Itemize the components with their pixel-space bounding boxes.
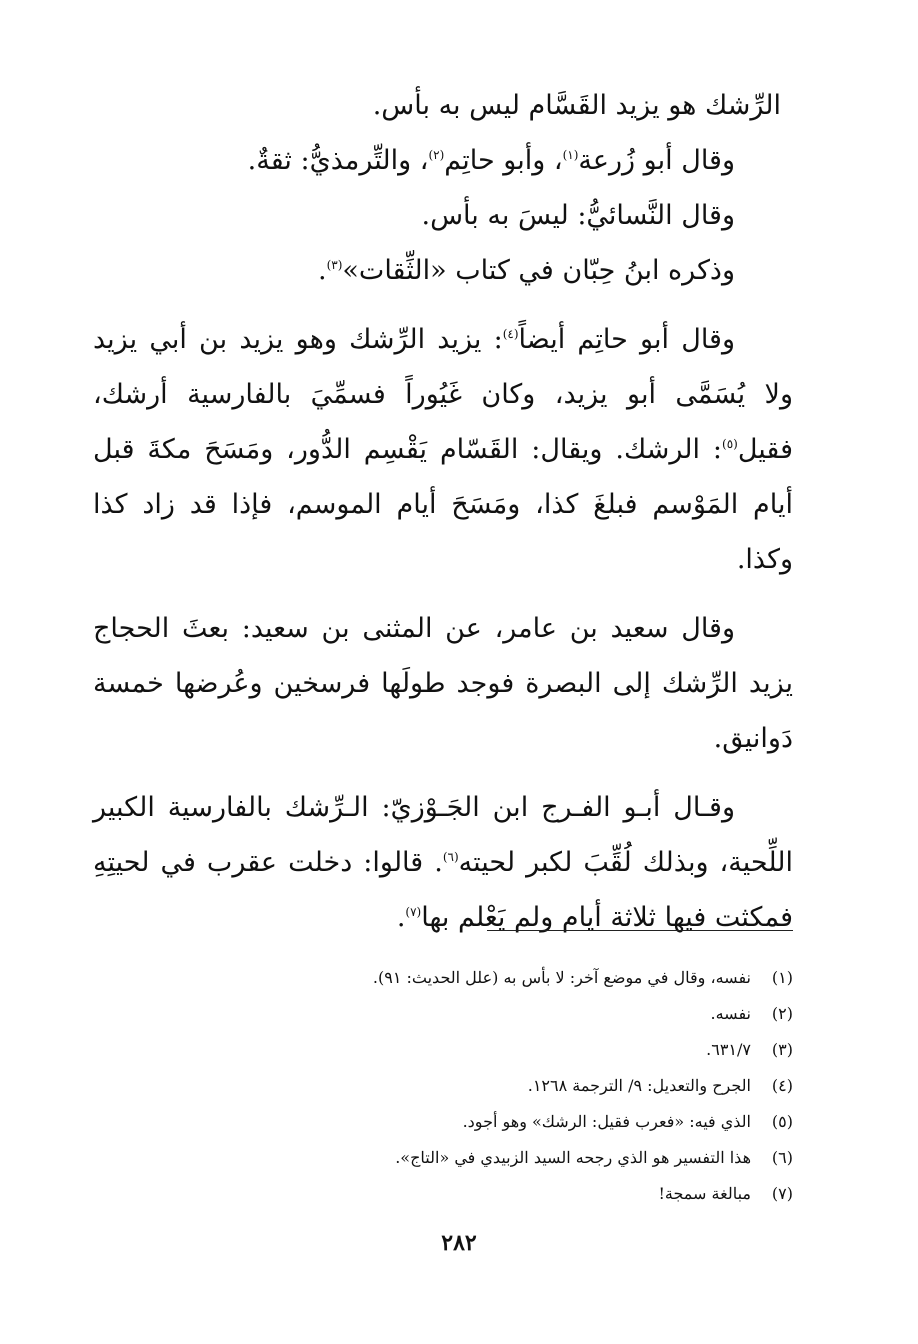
footnote-number: (٢) <box>771 1004 793 1023</box>
paragraph-5-part-b: : يزيد الرِّشك وهو يزيد بن أبي يزيد ولا يُسَمَّى أبو يزيد، وكان غَيُوراً فسمِّيَ بالفارسية أرشك، فقيل <box>93 324 793 465</box>
paragraph-2-part-a: وقال أبو زُرعة <box>578 145 735 176</box>
paragraph-7-part-b: . قالوا: دخلت عقرب في لحيتِهِ فمكثت فيها ثلاثة أيام ولم يَعْلم بها <box>93 847 793 933</box>
footnote-text: نفسه، وقال في موضع آخر: لا بأس به (علل الحديث: ٩١). <box>372 968 751 987</box>
footnote-number: (٥) <box>771 1112 793 1131</box>
footnotes-list <box>93 960 793 1212</box>
footnote-item <box>93 1176 793 1212</box>
footnote-ref-4: (٤) <box>502 327 519 341</box>
footnote-number: (٣) <box>771 1040 793 1059</box>
paragraph-2 <box>93 133 793 188</box>
paragraph-3: وقال النَّسائيُّ: ليسَ به بأس. <box>421 200 735 231</box>
footnote-number: (٦) <box>771 1148 793 1167</box>
footnote-text: الذي فيه: «فعرب فقيل: الرشك» وهو أجود. <box>462 1112 751 1131</box>
paragraph-5-part-c: : الرشك. ويقال: القَسّام يَقْسِم الدُّور، ومَسَحَ مكةَ قبل أيام المَوْسم فبلغَ كذا، ومَسَحَ أيام الموسم، فإذا قد زاد كذا وكذا. <box>93 434 793 575</box>
main-text <box>93 78 793 945</box>
footnote-text: ٦٣١/٧. <box>706 1040 751 1059</box>
paragraph-6: وقال سعيد بن عامر، عن المثنى بن سعيد: بعثَ الحجاج يزيد الرِّشك إلى البصرة فوجد طولَها فرسخين وعُرضها خمسة دَوانيق. <box>93 613 793 754</box>
paragraph-5-part-a: وقال أبو حاتِم أيضاً <box>518 324 735 355</box>
footnote-item <box>93 1140 793 1176</box>
footnote-text: هذا التفسير هو الذي رجحه السيد الزبيدي في «التاج». <box>395 1148 751 1167</box>
paragraph-2-part-c: ، والتِّرمذيُّ: ثقةٌ. <box>247 145 429 176</box>
footnote-ref-2: (٢) <box>428 148 445 162</box>
paragraph-5 <box>93 312 793 587</box>
footnote-text: نفسه. <box>710 1004 751 1023</box>
footnote-number: (١) <box>771 968 793 987</box>
paragraph-4 <box>93 243 793 298</box>
page-number: ٢٨٢ <box>441 1230 477 1256</box>
footnote-separator <box>487 930 793 931</box>
footnote-text: مبالغة سمجة! <box>658 1184 751 1203</box>
footnote-number: (٤) <box>771 1076 793 1095</box>
footnote-ref-3: (٣) <box>326 258 343 272</box>
paragraph-7-part-a: وقـال أبـو الفـرج ابن الجَـوْزيّ: الـرِّشك بالفارسية الكبير اللِّحية، وبذلك لُقِّبَ لكبر لحيته <box>93 792 793 878</box>
footnote-ref-5: (٥) <box>722 437 738 451</box>
footnote-ref-1: (١) <box>562 148 579 162</box>
footnote-ref-6: (٦) <box>442 850 459 864</box>
footnote-item <box>93 1032 793 1068</box>
footnote-item <box>93 996 793 1032</box>
paragraph-7 <box>93 780 793 945</box>
footnote-text: الجرح والتعديل: ٩/ الترجمة ١٢٦٨. <box>527 1076 751 1095</box>
footnote-item <box>93 1068 793 1104</box>
paragraph-2-part-b: ، وأبو حاتِم <box>444 145 563 176</box>
paragraph-4-part-a: وذكره ابنُ حِبّان في كتاب «الثِّقات» <box>342 255 735 286</box>
paragraph-1: الرِّشك هو يزيد القَسَّام ليس به بأس. <box>372 90 781 121</box>
paragraph-4-part-b: . <box>317 255 327 286</box>
footnote-item <box>93 1104 793 1140</box>
paragraph-7-part-c: . <box>396 902 406 933</box>
footnote-ref-7: (٧) <box>405 905 422 919</box>
footnote-item <box>93 960 793 996</box>
footnote-number: (٧) <box>771 1184 793 1203</box>
